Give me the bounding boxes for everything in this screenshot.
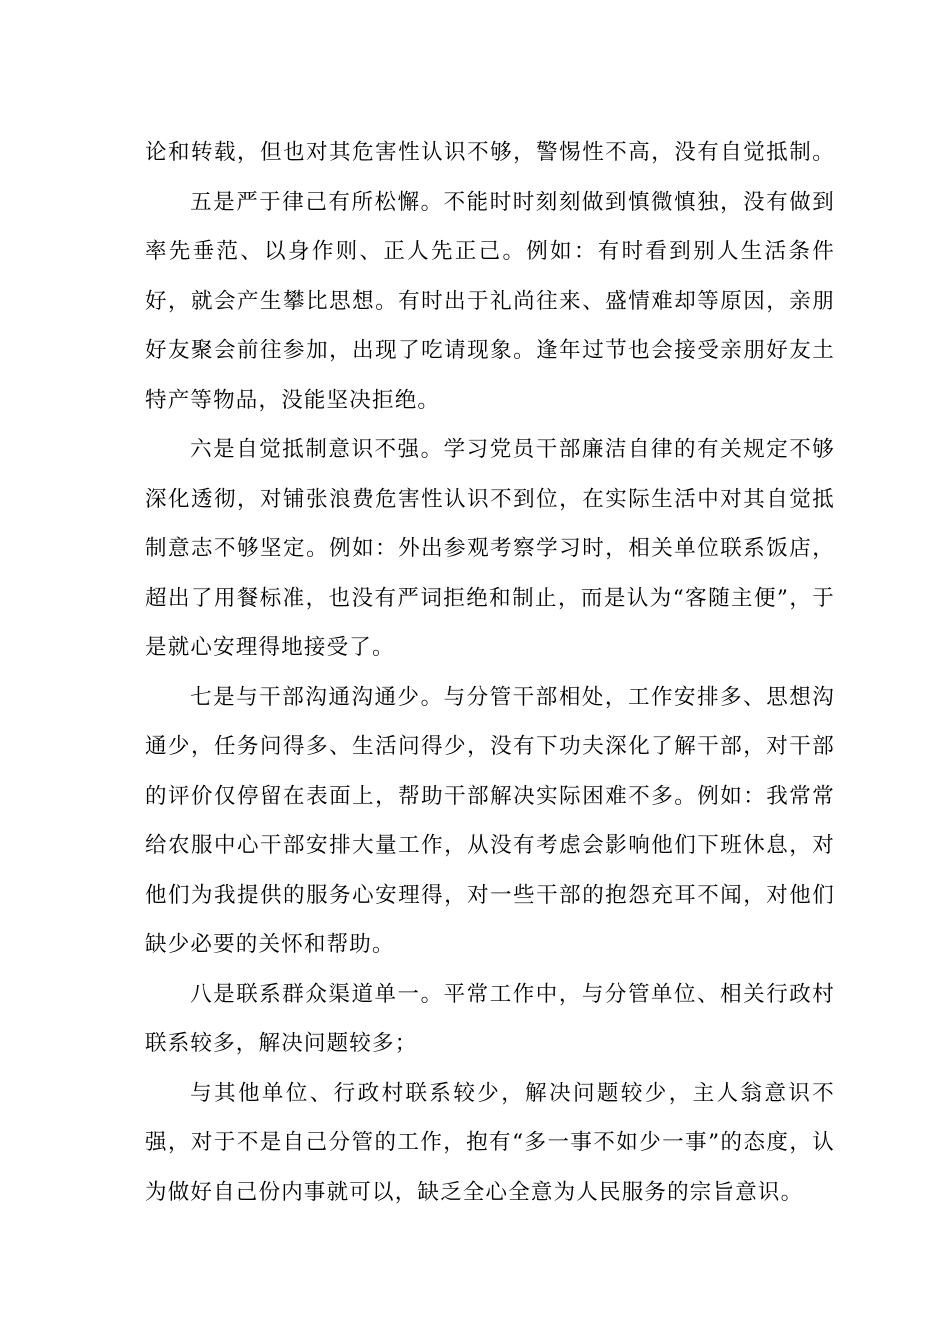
paragraph-point-six: 六是自觉抵制意识不强。学习党员干部廉洁自律的有关规定不够深化透彻，对铺张浪费危害性认识不到位，在实际生活中对其自觉抵制意志不够坚定。例如：外出参观考察学习时，相关单位联系饭店，超出了用餐标准，也没有严词拒绝和制止，而是认为“客随主便”，于是就心安理得地接受了。 — [145, 437, 835, 660]
paragraph-continuation: 论和转载，但也对其危害性认识不够，警惕性不高，没有自觉抵制。 — [145, 140, 835, 165]
paragraph-point-seven: 七是与干部沟通沟通少。与分管干部相处，工作安排多、思想沟通少，任务问得多、生活问得少，没有下功夫深化了解干部，对干部的评价仅停留在表面上，帮助干部解决实际困难不多。例如：我常常给农服中心干部安排大量工作，从没有考虑会影响他们下班休息，对他们为我提供的服务心安理得，对一些干部的抱怨充耳不闻，对他们缺少必要的关怀和帮助。 — [145, 684, 835, 957]
paragraph-point-eight-continued: 与其他单位、行政村联系较少，解决问题较少，主人翁意识不强，对于不是自己分管的工作，抱有“多一事不如少一事”的态度，认为做好自己份内事就可以，缺乏全心全意为人民服务的宗旨意识。 — [145, 1080, 835, 1205]
paragraph-point-five: 五是严于律己有所松懈。不能时时刻刻做到慎微慎独，没有做到率先垂范、以身作则、正人先正己。例如：有时看到别人生活条件好，就会产生攀比思想。有时出于礼尚往来、盛情难却等原因，亲朋好友聚会前往参加，出现了吃请现象。逢年过节也会接受亲朋好友土特产等物品，没能坚决拒绝。 — [145, 189, 835, 413]
paragraph-point-eight: 八是联系群众渠道单一。平常工作中，与分管单位、相关行政村联系较多，解决问题较多； — [145, 981, 835, 1056]
document-body — [145, 128, 835, 1217]
